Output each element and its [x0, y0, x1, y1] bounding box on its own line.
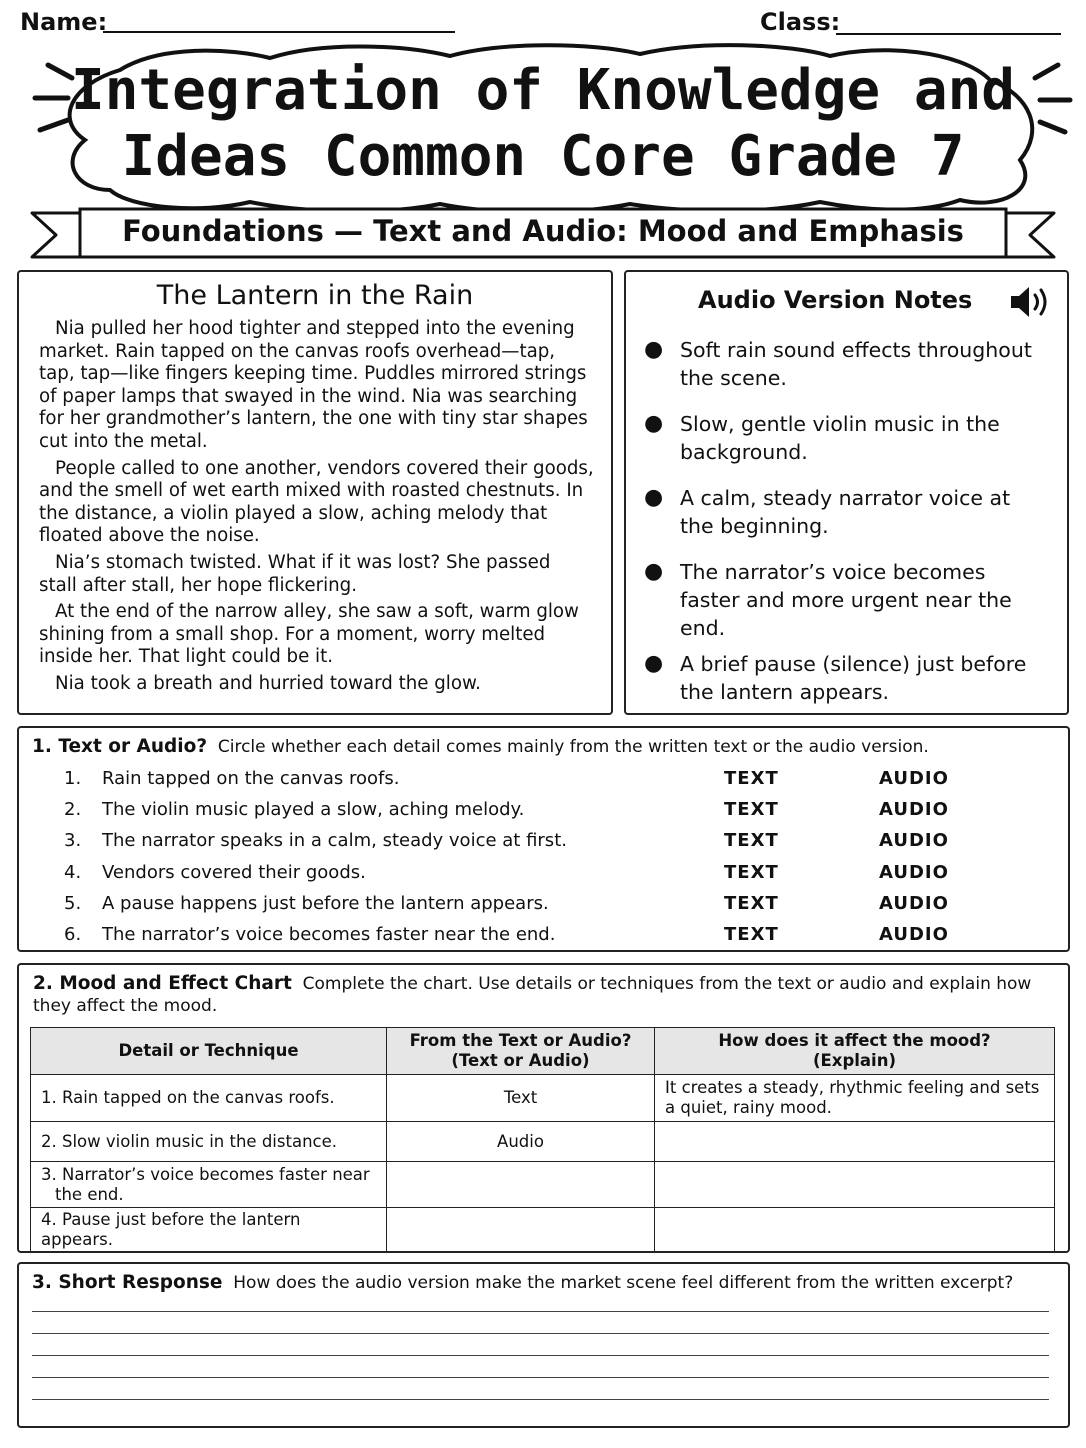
story-title: The Lantern in the Rain	[156, 280, 474, 311]
source-cell[interactable]: Audio	[387, 1122, 655, 1162]
table-row	[31, 1122, 1055, 1162]
table-row: 5. A pause happens just before the lantern appears. TEXT AUDIO	[64, 893, 949, 914]
table-row: 3. The narrator speaks in a calm, steady voice at first. TEXT AUDIO	[64, 830, 949, 851]
q1-instruction: Circle whether each detail comes mainly from the written text or the audio version.	[217, 737, 929, 757]
q3-heading	[32, 1272, 1052, 1293]
story-text	[39, 318, 594, 700]
text-option[interactable]: TEXT	[724, 862, 779, 883]
page-subtitle: Foundations — Text and Audio: Mood and Emphasis	[122, 214, 964, 248]
detail-cell: 3. Narrator’s voice becomes faster near the end.	[31, 1162, 387, 1208]
column-header: From the Text or Audio? (Text or Audio)	[387, 1028, 655, 1075]
text-option[interactable]: TEXT	[724, 893, 779, 914]
text-option[interactable]: TEXT	[724, 799, 779, 820]
effect-cell[interactable]	[655, 1162, 1055, 1208]
table-row: 4. Vendors covered their goods. TEXT AUDIO	[64, 862, 949, 883]
story-box	[17, 270, 613, 715]
list-item: ● The narrator’s voice becomes faster and more urgent near the end.	[644, 559, 1012, 640]
story-paragraph: At the end of the narrow alley, she saw a soft, warm glow shining from a small shop. For a moment, worry melted inside her. That light could be it.	[39, 601, 579, 668]
story-paragraph: Nia took a breath and hurried toward the glow.	[55, 672, 481, 694]
speaker-icon	[1008, 284, 1054, 320]
effect-cell[interactable]: It creates a steady, rhythmic feeling and sets a quiet, rainy mood.	[655, 1075, 1055, 1122]
audio-option[interactable]: AUDIO	[879, 893, 949, 914]
effect-cell[interactable]	[655, 1122, 1055, 1162]
detail-cell: 4. Pause just before the lantern appears.	[31, 1208, 387, 1253]
q1-box	[17, 726, 1070, 952]
page-title-line-2: Ideas Common Core Grade 7	[121, 124, 965, 189]
name-label: Name:	[20, 8, 108, 36]
table-row	[31, 1162, 1055, 1208]
q3-box	[17, 1262, 1070, 1428]
q2-title: 2. Mood and Effect Chart	[33, 973, 292, 994]
audio-option[interactable]: AUDIO	[879, 862, 949, 883]
story-paragraph: Nia’s stomach twisted. What if it was lost? She passed stall after stall, her hope flickering.	[39, 551, 551, 596]
page-title-line-1: Integration of Knowledge and	[70, 58, 1015, 123]
effect-cell[interactable]	[655, 1208, 1055, 1253]
text-option[interactable]: TEXT	[724, 830, 779, 851]
mood-effect-chart	[30, 1027, 1055, 1253]
list-item: ● Soft rain sound effects throughout the scene.	[644, 337, 1032, 390]
q2-box	[17, 963, 1070, 1253]
audio-option[interactable]: AUDIO	[879, 768, 949, 789]
story-paragraph: Nia pulled her hood tighter and stepped into the evening market. Rain tapped on the canvas roofs overhead—tap, tap, tap—like fingers keeping time. Puddles mirrored strings of paper lamps that swayed in the wind. Nia was searching for her grandmother’s lantern, the one with tiny star shapes cut into the metal.	[39, 318, 588, 452]
source-cell[interactable]: Text	[387, 1075, 655, 1122]
audio-notes-box	[624, 270, 1069, 715]
q3-prompt: How does the audio version make the market scene feel different from the written excerpt?	[233, 1273, 1014, 1293]
list-item: ● Slow, gentle violin music in the background.	[644, 411, 1000, 464]
response-line[interactable]	[32, 1399, 1049, 1400]
text-option[interactable]: TEXT	[724, 924, 779, 945]
response-line[interactable]	[32, 1311, 1049, 1312]
response-line[interactable]	[32, 1377, 1049, 1378]
detail-cell: 2. Slow violin music in the distance.	[31, 1122, 387, 1162]
class-label: Class:	[760, 8, 841, 36]
audio-option[interactable]: AUDIO	[879, 799, 949, 820]
q2-heading	[33, 973, 1043, 1017]
list-item: ● A brief pause (silence) just before the lantern appears.	[644, 651, 1027, 704]
audio-option[interactable]: AUDIO	[879, 924, 949, 945]
q3-title: 3. Short Response	[32, 1272, 223, 1293]
response-line[interactable]	[32, 1355, 1049, 1356]
q1-heading	[32, 736, 1052, 757]
class-field[interactable]	[836, 33, 1061, 35]
q2-instruction: Complete the chart. Use details or techniques from the text or audio and explain how they affect the mood.	[33, 974, 1032, 1016]
response-line[interactable]	[32, 1333, 1049, 1334]
name-field[interactable]	[103, 31, 455, 33]
column-header: Detail or Technique	[31, 1028, 387, 1075]
table-row: 2. The violin music played a slow, aching melody. TEXT AUDIO	[64, 799, 949, 820]
table-row	[31, 1075, 1055, 1122]
text-option[interactable]: TEXT	[724, 768, 779, 789]
table-row: 6. The narrator’s voice becomes faster near the end. TEXT AUDIO	[64, 924, 949, 945]
audio-notes-title: Audio Version Notes	[698, 286, 973, 314]
table-header-row	[31, 1028, 1055, 1075]
column-header: How does it affect the mood? (Explain)	[655, 1028, 1055, 1075]
list-item: ● A calm, steady narrator voice at the beginning.	[644, 485, 1011, 538]
audio-notes-list	[644, 336, 1049, 724]
detail-cell: 1. Rain tapped on the canvas roofs.	[31, 1075, 387, 1122]
q1-title: 1. Text or Audio?	[32, 736, 208, 757]
source-cell[interactable]	[387, 1162, 655, 1208]
audio-option[interactable]: AUDIO	[879, 830, 949, 851]
story-paragraph: People called to one another, vendors covered their goods, and the smell of wet earth mixed with roasted chestnuts. In the distance, a violin played a slow, aching melody that floated above the noise.	[39, 457, 594, 547]
table-row: 1. Rain tapped on the canvas roofs. TEXT AUDIO	[64, 768, 949, 789]
source-cell[interactable]	[387, 1208, 655, 1253]
table-row	[31, 1208, 1055, 1253]
